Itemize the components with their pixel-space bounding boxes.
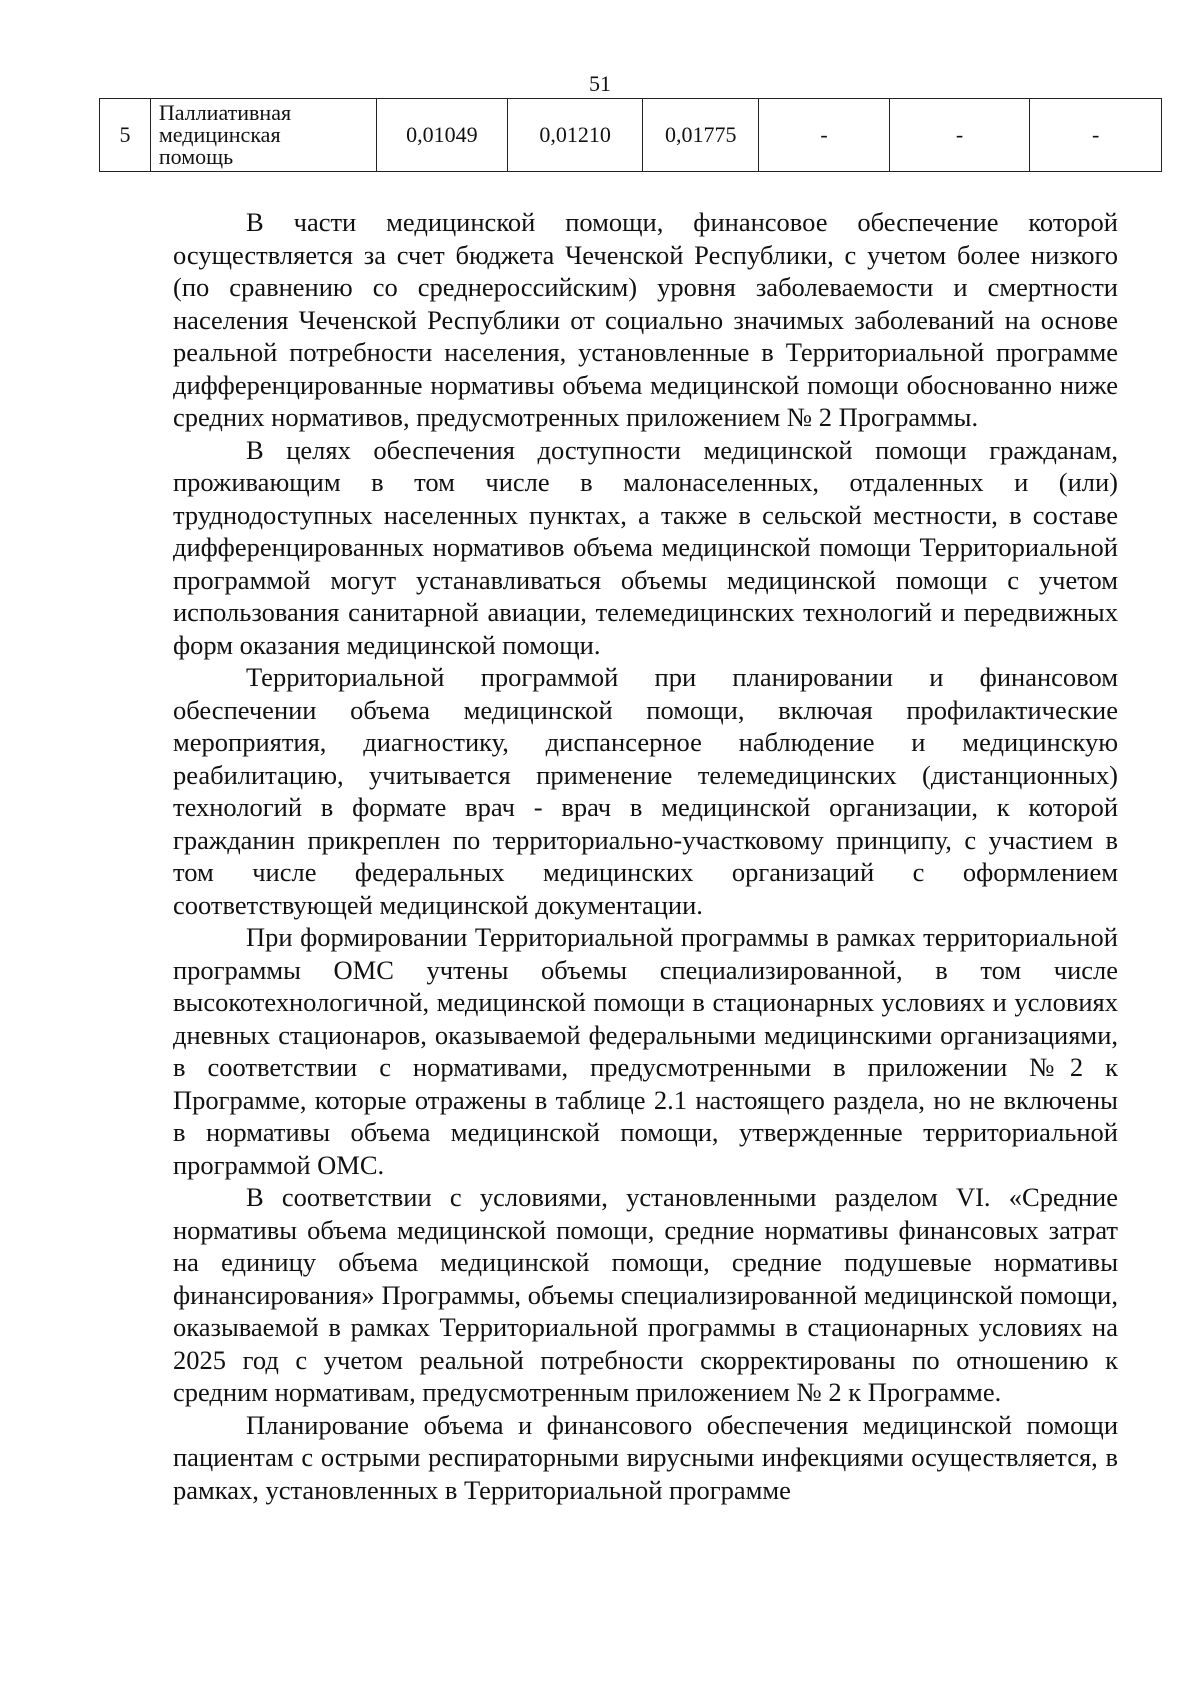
paragraph-3: Территориальной программой при планировании и финансовом обеспечении объема медицинской помощи, включая профилактические мероприятия, диагностику, диспансерное наблюдение и медицинскую реабилитацию, учитывается применение телемедицинских (дистанционных) технологий в формате врач - врач в медицинской организации, к которой гражданин прикреплен по территориально-участковому принципу, с участием в том числе федеральных медицинских организаций с оформлением соответствующей медицинской документации.: [173, 662, 1118, 920]
paragraph-2: В целях обеспечения доступности медицинской помощи гражданам, проживающим в том числе в малонаселенных, отдаленных и (или) труднодоступных населенных пунктах, а также в сельской местности, в составе дифференцированных нормативов объема медицинской помощи Территориальной программой могут устанавливаться объемы медицинской помощи с учетом использования санитарной авиации, телемедицинских технологий и передвижных форм оказания медицинской помощи.: [173, 434, 1118, 660]
paragraph-1: В части медицинской помощи, финансовое обеспечение которой осуществляется за счет бюджета Чеченской Республики, с учетом более низкого (по сравнению со среднероссийским) уровня заболеваемости и смертности населения Чеченской Республики от социально значимых заболеваний на основе реальной потребности населения, установленные в Территориальной программе дифференцированные нормативы объема медицинской помощи обоснованно ниже средних нормативов, предусмотренных приложением № 2 Программы.: [173, 207, 1118, 432]
continuation-table: [99, 98, 1162, 172]
body-text: [173, 206, 1118, 1506]
table-row: [100, 99, 1162, 172]
row-number-cell: 5: [100, 99, 151, 172]
value-cell-6: -: [1030, 99, 1162, 172]
paragraph-4: При формировании Территориальной программы в рамках территориальной программы ОМС учтены объемы специализированной, в том числе высокотехнологичной, медицинской помощи в стационарных условиях и условиях дневных стационаров, оказываемой федеральными медицинскими организациями, в соответствии с нормативами, предусмотренными в приложении №2 к Программе, которые отражены в таблице 2.1 настоящего раздела, но не включены в нормативы объема медицинской помощи, утвержденные территориальной программой ОМС.: [173, 922, 1118, 1180]
paragraph-5: В соответствии с условиями, установленными разделом VI. «Средние нормативы объема медицинской помощи, средние нормативы финансовых затрат на единицу объема медицинской помощи, средние подушевые нормативы финансирования» Программы, объемы специализированной медицинской помощи, оказываемой в рамках Территориальной программы в стационарных условиях на 2025 год с учетом реальной потребности скорректированы по отношению к средним нормативам, предусмотренным приложением № 2 к Программе.: [173, 1182, 1118, 1407]
value-cell-4: -: [759, 99, 890, 172]
value-cell-3: 0,01775: [643, 99, 759, 172]
value-cell-1: 0,01049: [376, 99, 508, 172]
paragraph-6: Планирование объема и финансового обеспечения медицинской помощи пациентам с острыми респираторными вирусными инфекциями осуществляется, в рамках, установленных в Территориальной программе: [173, 1409, 1118, 1505]
value-cell-2: 0,01210: [508, 99, 643, 172]
row-name-text: Паллиативная медицинская помощь: [158, 100, 292, 169]
row-name-cell: [150, 99, 376, 172]
page-number: 51: [589, 71, 611, 96]
value-cell-5: -: [889, 99, 1029, 172]
